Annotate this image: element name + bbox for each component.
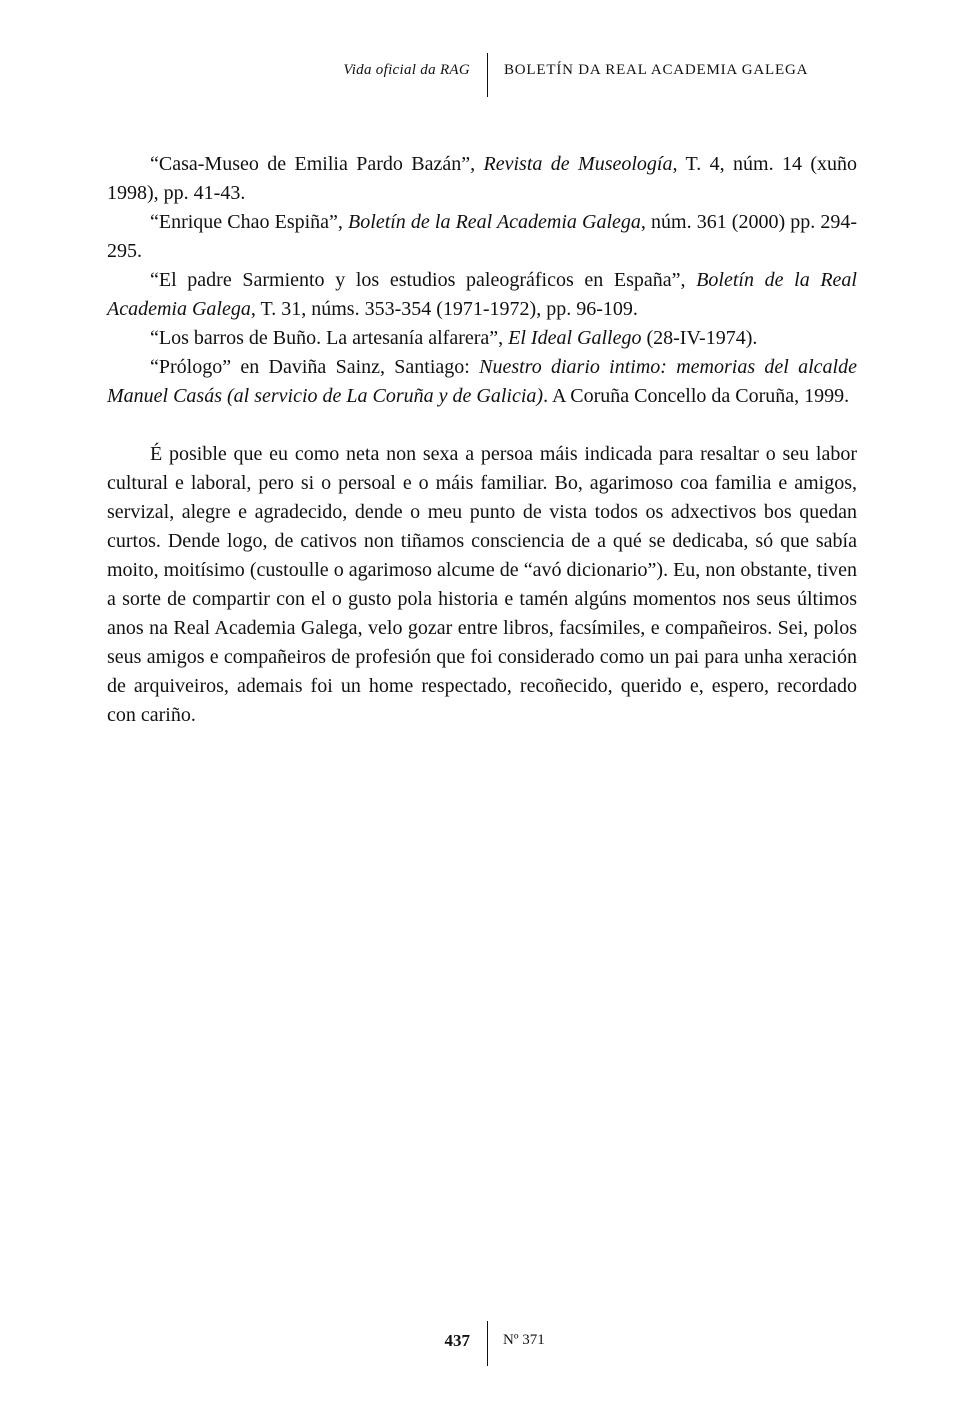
memoir-paragraph: É posible que eu como neta non sexa a persoa máis indicada para resaltar o seu labor cultural e laboral, pero si o persoal e o máis familiar. Bo, agarimoso coa familia e amigos, servizal, alegre e agradecido, dende o meu punto de vista todos os adxectivos bos quedan curtos. Dende logo, de cativos non tiñamos consciencia de a qué se dedicaba, só que sabía moito, moitísimo (custoulle o agarimoso alcume de “avó dicionario”). Eu, non obstante, tiven a sorte de compartir con el o gusto pola historia e tamén algúns momentos nos seus últimos anos na Real Academia Galega, velo gozar entre libros, facsímiles, e compañeiros. Sei, polos seus amigos e compañeiros de profesión que foi considerado como un pai para unha xeración de arquiveiros, ademais foi un home respectado, recoñecido, querido e, espero, recordado con cariño. <box>107 443 857 726</box>
cited-work-title: Boletín de la Real Academia Galega <box>107 269 857 320</box>
entry-text: (28-IV-1974). <box>641 327 758 349</box>
journal-title: BOLETÍN DA REAL ACADEMIA GALEGA <box>504 62 809 78</box>
section-title: Vida oficial da RAG <box>343 62 470 78</box>
entry-text: “Prólogo” en Daviña Sainz, Santiago: <box>150 356 480 378</box>
footer-divider-rule <box>487 1321 488 1366</box>
cited-work-title: El Ideal Gallego <box>508 327 642 349</box>
bibliography-entry <box>107 324 857 353</box>
entry-text: , T. 4, núm. 14 (xuño 1998), pp. 41-43. <box>107 153 858 204</box>
bibliography-entry <box>107 266 857 324</box>
cited-work-title: Boletín de la Real Academia Galega <box>348 211 641 233</box>
bibliography-list <box>107 150 857 411</box>
entry-text: . A Coruña Concello da Coruña, 1999. <box>543 385 850 407</box>
entry-text: , núm. 361 (2000) pp. 294-295. <box>107 211 857 262</box>
page-body <box>107 150 857 730</box>
entry-text: “El padre Sarmiento y los estudios paleográficos en España”, <box>150 269 697 291</box>
entry-text: “Enrique Chao Espiña”, <box>150 211 349 233</box>
issue-number: Nº 371 <box>503 1332 545 1348</box>
bibliography-entry <box>107 353 857 411</box>
bibliography-entry <box>107 150 857 208</box>
entry-text: “Los barros de Buño. La artesanía alfarera”, <box>150 327 509 349</box>
entry-text: “Casa-Museo de Emilia Pardo Bazán”, <box>150 153 484 175</box>
page-number: 437 <box>444 1331 470 1350</box>
bibliography-entry <box>107 208 857 266</box>
cited-work-title: Revista de Museología <box>483 153 673 175</box>
entry-text: , T. 31, núms. 353-354 (1971-1972), pp. 96-109. <box>250 298 638 320</box>
header-divider-rule <box>487 53 488 97</box>
cited-work-title: Nuestro diario intimo: memorias del alcalde Manuel Casás (al servicio de La Coruña y de Galicia) <box>107 356 857 407</box>
